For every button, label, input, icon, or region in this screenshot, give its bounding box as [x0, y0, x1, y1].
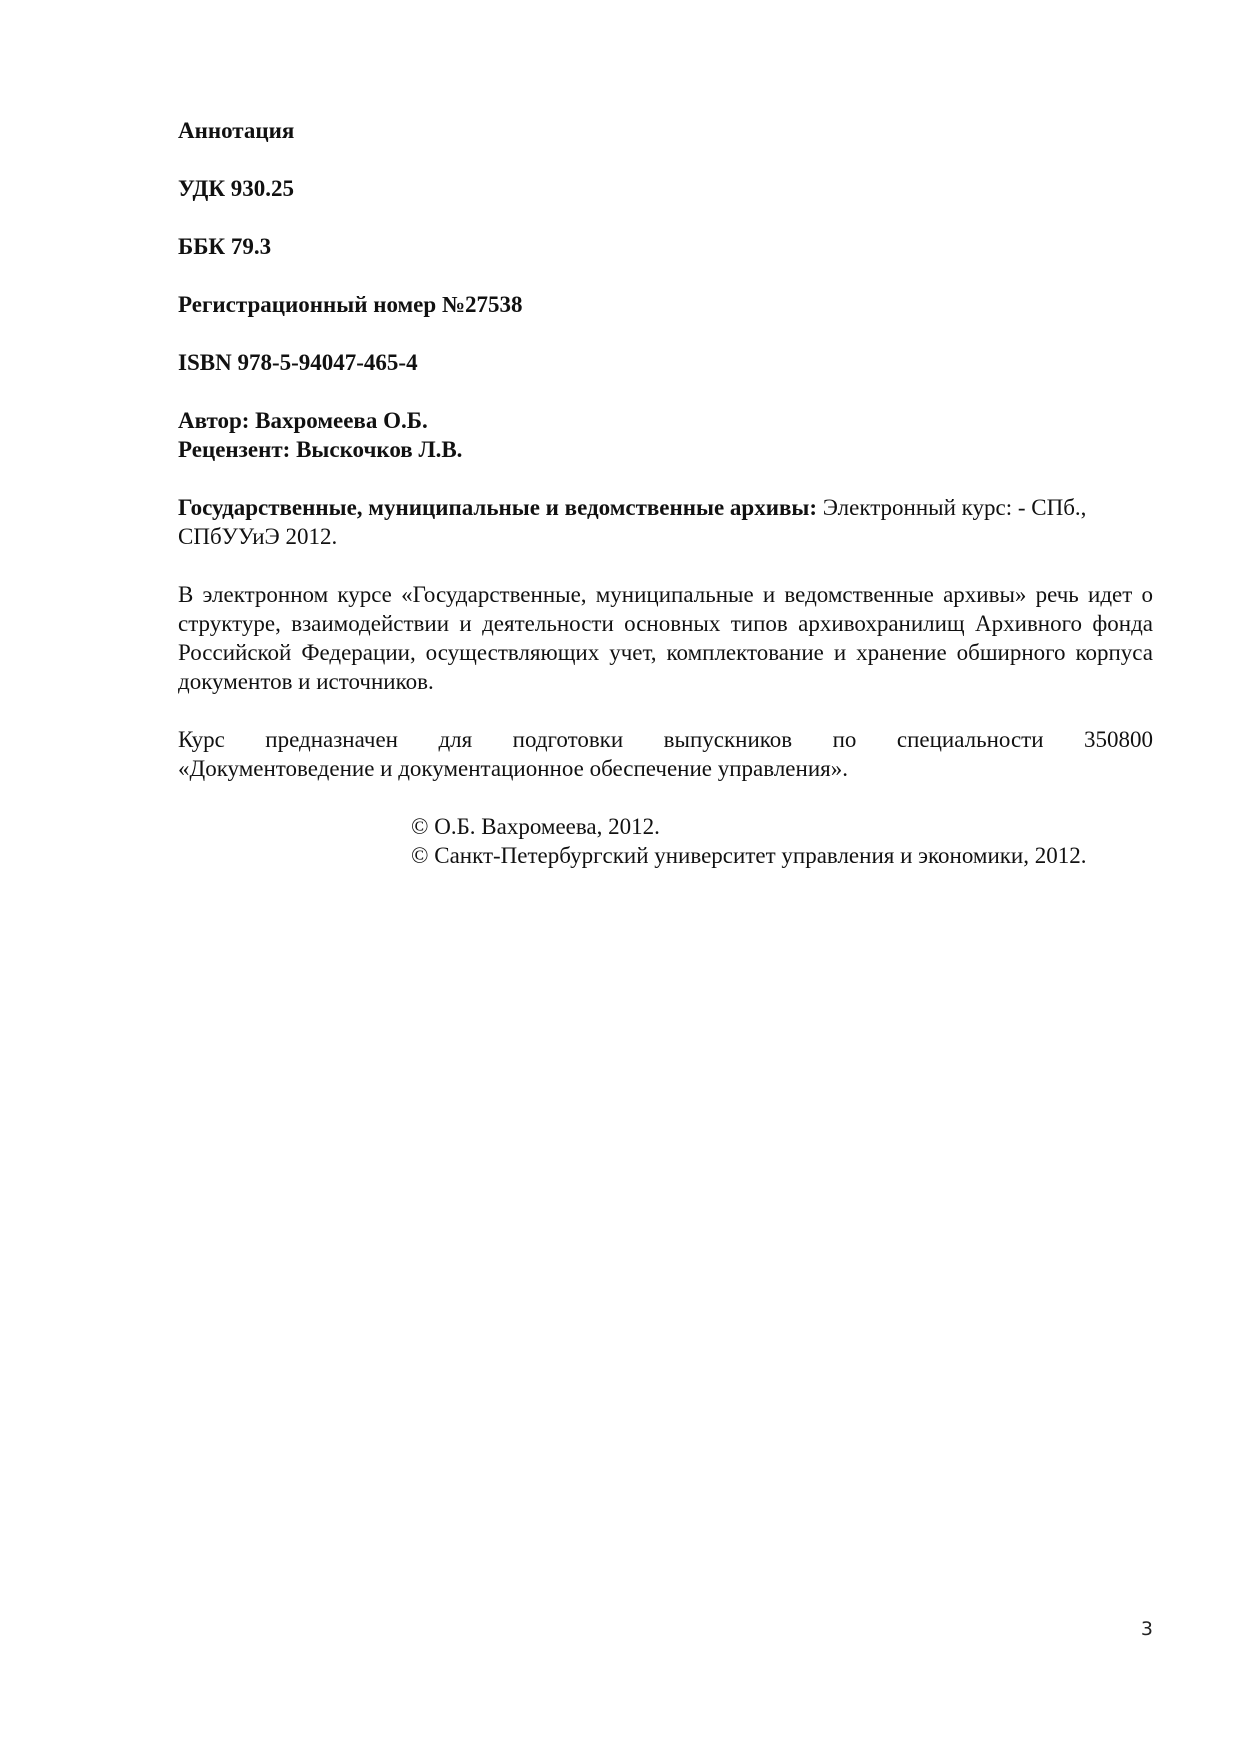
author-line: Автор: Вахромеева О.Б. — [178, 408, 428, 433]
purpose-line-1: Курс предназначен для подготовки выпускников по специальности 350800 — [178, 727, 1153, 752]
isbn: ISBN 978-5-94047-465-4 — [178, 350, 418, 375]
citation-rest: Электронный курс: - СПб., СПбУУиЭ 2012. — [178, 495, 1087, 549]
page-number: 3 — [1140, 1618, 1153, 1640]
citation — [178, 493, 1153, 551]
udk-code: УДК 930.25 — [178, 176, 295, 201]
reviewer-line: Рецензент: Выскочков Л.В. — [178, 437, 463, 462]
course-purpose — [178, 725, 1153, 783]
annotation-heading: Аннотация — [178, 118, 295, 143]
copyright-author: © О.Б. Вахромеева, 2012. — [411, 814, 660, 839]
bbk-code: ББК 79.3 — [178, 234, 272, 259]
copyright-university: © Санкт-Петербургский университет управления и экономики, 2012. — [411, 843, 1087, 868]
course-description: В электронном курсе «Государственные, муниципальные и ведомственные архивы» речь идет о структуре, взаимодействии и деятельности основных типов архивохранилищ Архивного фонда Российской Федерации, осуществляющих учет, комплектование и хранение обширного корпуса документов и источников. — [178, 582, 1153, 694]
copyright-block — [411, 812, 1153, 870]
credits-block — [178, 406, 1153, 464]
citation-title: Государственные, муниципальные и ведомственные архивы: — [178, 495, 817, 520]
document-page — [178, 116, 1153, 870]
purpose-line-2: «Документоведение и документационное обеспечение управления». — [178, 756, 848, 781]
registration-number: Регистрационный номер №27538 — [178, 292, 523, 317]
